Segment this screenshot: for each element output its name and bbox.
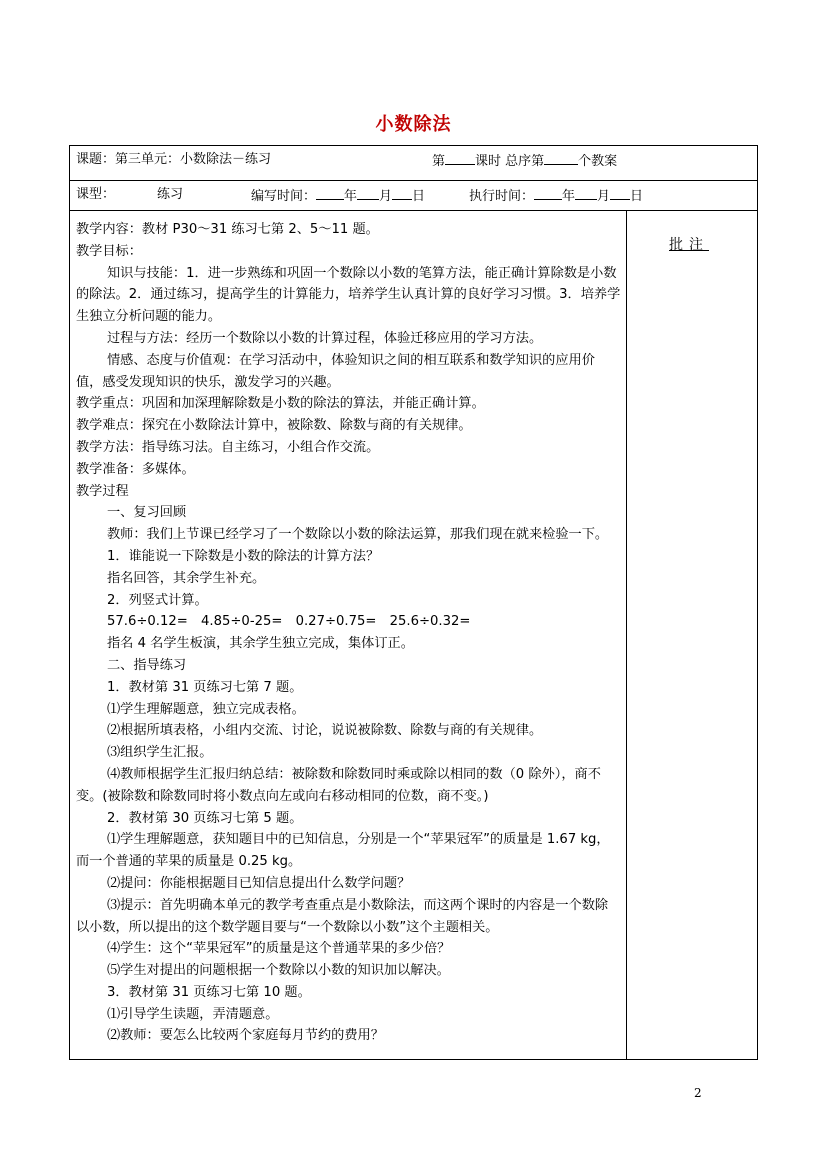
content-line: ⑵根据所填表格，小组内交流、讨论，说说被除数、除数与商的有关规律。 — [107, 723, 543, 739]
content-line: ⑶组织学生汇报。 — [107, 745, 213, 761]
lesson-type-value: 练习 — [157, 187, 184, 202]
content-line: 2．列竖式计算。 — [107, 592, 208, 608]
write-month-blank — [357, 187, 379, 200]
year-unit: 年 — [562, 189, 576, 204]
content-line: 教学目标： — [76, 243, 142, 259]
content-line: 教学内容：教材 P30～31 练习七第 2、5～11 题。 — [76, 222, 379, 237]
write-time-field — [251, 187, 425, 205]
content-line: 知识与技能：1．进一步熟练和巩固一个数除以小数的笔算方法，能正确计算除数是小数的除法。2．通过练习，提高学生的计算能力，培养学生认真计算的良好学习习惯。3．培养学生独立分析问题的能力。 — [76, 265, 621, 325]
content-line: ⑶提示：首先明确本单元的教学考查重点是小数除法，而这两个课时的内容是一个数除以小数，所以提出的这个数学题目要与“一个数除以小数”这个主题相关。 — [76, 897, 609, 935]
lesson-suffix: 个教案 — [578, 154, 618, 169]
exec-month-blank — [575, 187, 597, 200]
content-line: ⑵教师：要怎么比较两个家庭每月节约的费用？ — [107, 1028, 384, 1044]
table-divider — [70, 180, 757, 181]
lesson-number-blank — [445, 152, 475, 165]
content-line: 情感、态度与价值观：在学习活动中，体验知识之间的相互联系和数学知识的应用价值，感受发现知识的快乐，激发学习的兴趣。 — [76, 352, 595, 390]
content-line: ⑷学生：这个“苹果冠军”的质量是这个普通苹果的多少倍？ — [107, 941, 451, 957]
content-line: 教学方法：指导练习法。自主练习，小组合作交流。 — [76, 439, 380, 455]
document-title: 小数除法 — [375, 114, 452, 135]
content-line: 二、指导练习 — [107, 657, 187, 673]
lesson-type-label: 课型： — [76, 187, 116, 202]
content-line: 指名 4 名学生板演，其余学生独立完成，集体订正。 — [107, 636, 414, 652]
exec-day-blank — [610, 187, 630, 200]
month-unit: 月 — [379, 189, 393, 204]
content-line: ⑸学生对提出的问题根据一个数除以小数的知识加以解决。 — [107, 963, 450, 979]
lesson-prefix: 第 — [432, 154, 446, 169]
content-line: 教学准备：多媒体。 — [76, 461, 195, 477]
content-line: 教学过程 — [76, 483, 129, 499]
table-divider — [70, 210, 757, 211]
write-day-blank — [392, 187, 412, 200]
total-order-blank — [544, 152, 578, 165]
day-unit: 日 — [412, 189, 426, 204]
lesson-mid: 课时 总序第 — [475, 154, 545, 169]
content-line: ⑴引导学生读题，弄清题意。 — [107, 1006, 279, 1022]
content-line: ⑴学生理解题意，独立完成表格。 — [107, 701, 305, 717]
lesson-count-field — [432, 152, 617, 170]
exec-year-blank — [534, 187, 562, 200]
annotation-label: 批注 — [669, 237, 709, 253]
exec-time-label: 执行时间： — [469, 189, 535, 204]
content-line: 3．教材第 31 页练习七第 10 题。 — [107, 984, 311, 1000]
write-year-blank — [316, 187, 344, 200]
write-time-label: 编写时间： — [251, 189, 317, 204]
side-column-divider — [626, 210, 627, 1060]
content-line: 指名回答，其余学生补充。 — [107, 570, 266, 586]
content-line: 1．谁能说一下除数是小数的除法的计算方法？ — [107, 548, 380, 564]
topic-label: 课题：第三单元：小数除法－练习 — [76, 152, 272, 167]
content-line: ⑷教师根据学生汇报归纳总结：被除数和除数同时乘或除以相同的数（0 除外），商不变。(被除数和除数同时将小数点向左或向右移动相同的位数，商不变。) — [76, 766, 601, 804]
content-line: 1．教材第 31 页练习七第 7 题。 — [107, 679, 303, 695]
exec-time-field — [469, 187, 643, 205]
content-line: 57.6÷0.12= 4.85÷0-25= 0.27÷0.75= 25.6÷0.32= — [107, 614, 471, 630]
month-unit: 月 — [597, 189, 611, 204]
content-line: 2．教材第 30 页练习七第 5 题。 — [107, 810, 303, 826]
content-line: 教师：我们上节课已经学习了一个数除以小数的除法运算，那我们现在就来检验一下。 — [107, 527, 609, 543]
content-line: 教学重点：巩固和加深理解除数是小数的除法的算法，并能正确计算。 — [76, 396, 485, 412]
content-line: ⑵提问：你能根据题目已知信息提出什么数学问题？ — [107, 875, 411, 891]
content-line: 一、复习回顾 — [107, 505, 187, 521]
content-line: 教学难点：探究在小数除法计算中，被除数、除数与商的有关规律。 — [76, 418, 472, 434]
content-line: 过程与方法：经历一个数除以小数的计算过程，体验迁移应用的学习方法。 — [107, 330, 543, 346]
page-number: 2 — [694, 1086, 702, 1100]
day-unit: 日 — [630, 189, 644, 204]
content-line: ⑴学生理解题意，获知题目中的已知信息，分别是一个“苹果冠军”的质量是 1.67 kg，而一个普通的苹果的质量是 0.25 kg。 — [76, 832, 610, 870]
lesson-content — [76, 219, 621, 1047]
year-unit: 年 — [344, 189, 358, 204]
